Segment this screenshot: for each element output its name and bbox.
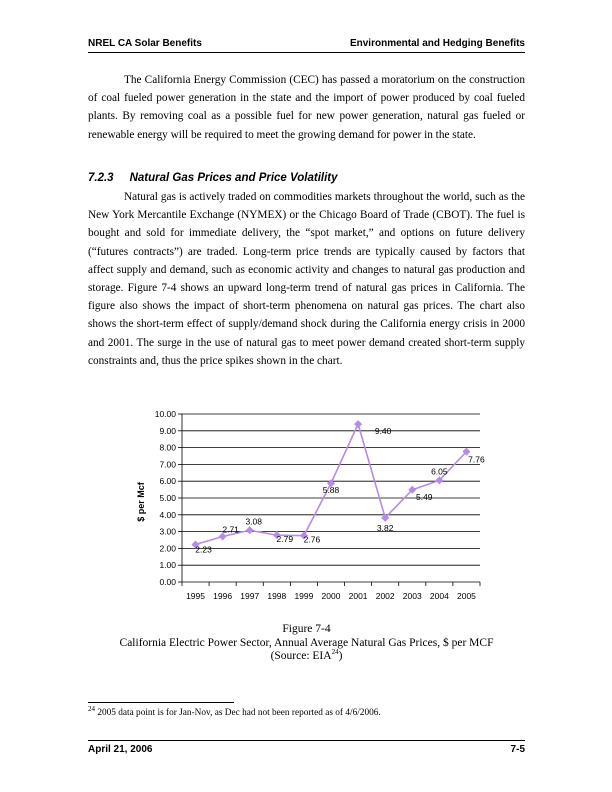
y-tick-label: 9.00 [159,425,176,436]
section-number: 7.2.3 [88,172,114,184]
data-label: 3.08 [245,516,263,527]
x-tick-label: 2005 [456,591,476,601]
footnote-rule [88,702,234,703]
figure-number: Figure 7-4 [282,623,331,635]
footnote-text: 2005 data point is for Jan-Nov, as Dec had not been reported as of 4/6/2006. [95,708,381,718]
y-tick-label: 5.00 [159,493,176,503]
y-tick-label: 10.00 [154,409,176,419]
data-point [246,526,254,534]
data-label: 2.76 [303,534,321,545]
y-axis-label: $ per Mcf [136,482,146,522]
x-tick-label: 2002 [375,591,395,601]
data-label: 2.79 [276,534,294,545]
data-label: 3.82 [376,522,394,533]
section-heading [88,172,338,184]
data-label: 5.49 [415,491,433,502]
y-tick-label: 4.00 [159,509,176,520]
y-tick-label: 1.00 [159,560,176,571]
figure-source [88,650,525,664]
data-label: 2.23 [195,544,212,555]
footer-rule [88,740,525,741]
y-tick-label: 6.00 [159,476,176,487]
x-tick-label: 1999 [294,591,314,601]
data-label: 5.88 [322,485,340,496]
y-tick-label: 2.00 [159,543,176,554]
x-tick-label: 1996 [213,591,233,601]
x-tick-label: 1995 [186,591,206,601]
section-title: Natural Gas Prices and Price Volatility [129,172,338,184]
x-tick-label: 2001 [348,591,368,601]
page-number: 7-5 [510,744,525,755]
page-footer [88,744,525,755]
y-tick-label: 7.00 [159,459,176,470]
header-right: Environmental and Hedging Benefits [349,38,525,49]
footer-date: April 21, 2006 [88,744,153,755]
data-label: 6.05 [431,466,448,477]
footnote-ref: 24 [88,704,95,713]
figure-caption [88,623,525,664]
data-label: 2.71 [222,524,239,535]
x-tick-label: 2004 [429,591,449,601]
data-label: 7.76 [468,454,485,465]
header-rule [88,52,525,53]
figure-title: California Electric Power Sector, Annual Average Natural Gas Prices, $ per MCF [119,636,494,649]
y-tick-label: 8.00 [159,442,176,453]
x-tick-label: 2000 [321,591,341,601]
figure-source-close: ) [338,650,343,662]
page-header [88,38,525,49]
x-tick-label: 1998 [267,591,287,601]
paragraph-coal-moratorium: The California Energy Commission (CEC) has passed a moratorium on the construction of coal fueled power generation in the state and the import of power produced by coal fueled plants. By removing coal as a possible fuel for new power generation, natural gas fueled or renewable energy will be required to meet the growing demand for power in the state. [88,74,525,141]
gas-price-chart [120,405,500,610]
paragraph-natural-gas: Natural gas is actively traded on commodities markets throughout the world, such as the New York Mercantile Exchange (NYMEX) or the Chicago Board of Trade (CBOT). The fuel is bought and sold for immediate delivery, the “spot market,” and options on future delivery (“futures contracts”) are traded. Long-term price trends are typically caused by factors that affect supply and demand, such as economic activity and changes to natural gas production and storage. Figure 7-4 shows an upward long-term trend of natural gas prices in California. The figure also shows the impact of short-term phenomena on natural gas prices. The chart also shows the short-term effect of supply/demand shock during the California energy crisis in 2000 and 2001. The surge in the use of natural gas to meet power demand created short-term supply constraints and, thus the price spikes shown in the chart. [88,191,525,367]
y-tick-label: 3.00 [159,526,176,537]
y-tick-label: 0.00 [159,577,176,587]
figure-source-text: (Source: EIA [270,650,332,662]
footnote [88,704,381,718]
figure-source-footnote-ref[interactable]: 24 [331,648,339,657]
data-point [354,420,362,428]
data-label: 9.40 [374,426,392,437]
x-tick-label: 2003 [402,591,422,601]
x-tick-label: 1997 [240,591,260,601]
header-left: NREL CA Solar Benefits [88,38,202,49]
